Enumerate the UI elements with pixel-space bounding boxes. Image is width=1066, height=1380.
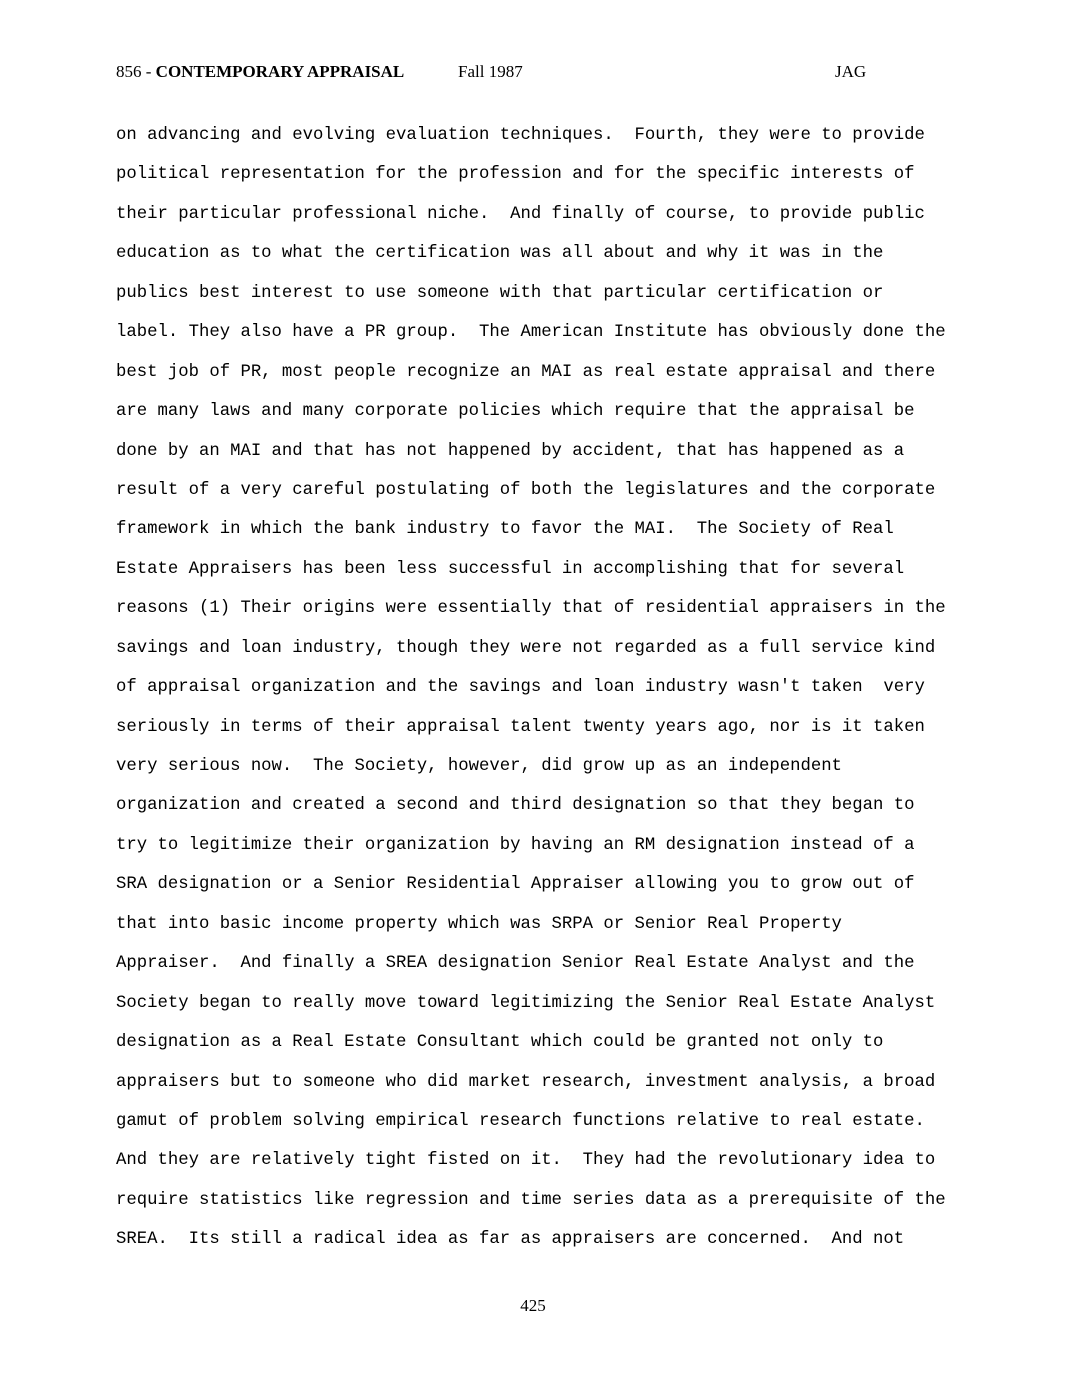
text-line: education as to what the certification was all about and why it was in the (116, 244, 884, 264)
text-line: appraisers but to someone who did market research, investment analysis, a broad (116, 1072, 936, 1092)
text-line: Appraiser. And finally a SREA designation Senior Real Estate Analyst and the (116, 954, 915, 974)
text-line: SREA. Its still a radical idea as far as appraisers are concerned. And not (116, 1230, 905, 1250)
transcript-body (116, 116, 1016, 1260)
text-line: result of a very careful postulating of both the legislatures and the corporate (116, 480, 936, 500)
text-line: very serious now. The Society, however, did grow up as an independent (116, 757, 842, 776)
text-line: best job of PR, most people recognize an MAI as real estate appraisal and there (116, 362, 936, 382)
course-number: 856 - (116, 62, 156, 81)
text-line: publics best interest to use someone with that particular certification or (116, 283, 884, 303)
text-line: that into basic income property which was SRPA or Senior Real Property (116, 914, 842, 934)
text-line: of appraisal organization and the savings and loan industry wasn't taken very (116, 678, 925, 698)
text-line: require statistics like regression and time series data as a prerequisite of the (116, 1190, 946, 1210)
course-heading (116, 62, 404, 82)
text-line: reasons (1) Their origins were essentially that of residential appraisers in the (116, 599, 946, 619)
author-initials: JAG (835, 62, 867, 81)
page-number: 425 (520, 1296, 546, 1315)
page-header (0, 62, 1066, 86)
text-line: on advancing and evolving evaluation techniques. Fourth, they were to provide (116, 126, 925, 145)
text-line: SRA designation or a Senior Residential Appraiser allowing you to grow out of (116, 875, 915, 895)
text-line: Estate Appraisers has been less successful in accomplishing that for several (116, 559, 905, 579)
text-line: organization and created a second and third designation so that they began to (116, 796, 915, 816)
term-label: Fall 1987 (458, 62, 523, 81)
text-line: label. They also have a PR group. The American Institute has obviously done the (116, 323, 946, 343)
text-line: Society began to really move toward legitimizing the Senior Real Estate Analyst (116, 993, 936, 1013)
text-line: their particular professional niche. And finally of course, to provide public (116, 204, 925, 224)
course-title: CONTEMPORARY APPRAISAL (155, 62, 405, 81)
text-line: designation as a Real Estate Consultant which could be granted not only to (116, 1033, 884, 1053)
text-line: And they are relatively tight fisted on it. They had the revolutionary idea to (116, 1151, 936, 1171)
text-line: political representation for the profession and for the specific interests of (116, 165, 915, 185)
text-line: seriously in terms of their appraisal talent twenty years ago, nor is it taken (116, 717, 925, 737)
text-line: try to legitimize their organization by having an RM designation instead of a (116, 835, 915, 855)
text-line: gamut of problem solving empirical research functions relative to real estate. (116, 1111, 925, 1131)
text-line: done by an MAI and that has not happened by accident, that has happened as a (116, 441, 905, 461)
text-line: framework in which the bank industry to favor the MAI. The Society of Real (116, 520, 894, 540)
text-line: savings and loan industry, though they were not regarded as a full service kind (116, 638, 936, 658)
text-line: are many laws and many corporate policies which require that the appraisal be (116, 402, 915, 422)
